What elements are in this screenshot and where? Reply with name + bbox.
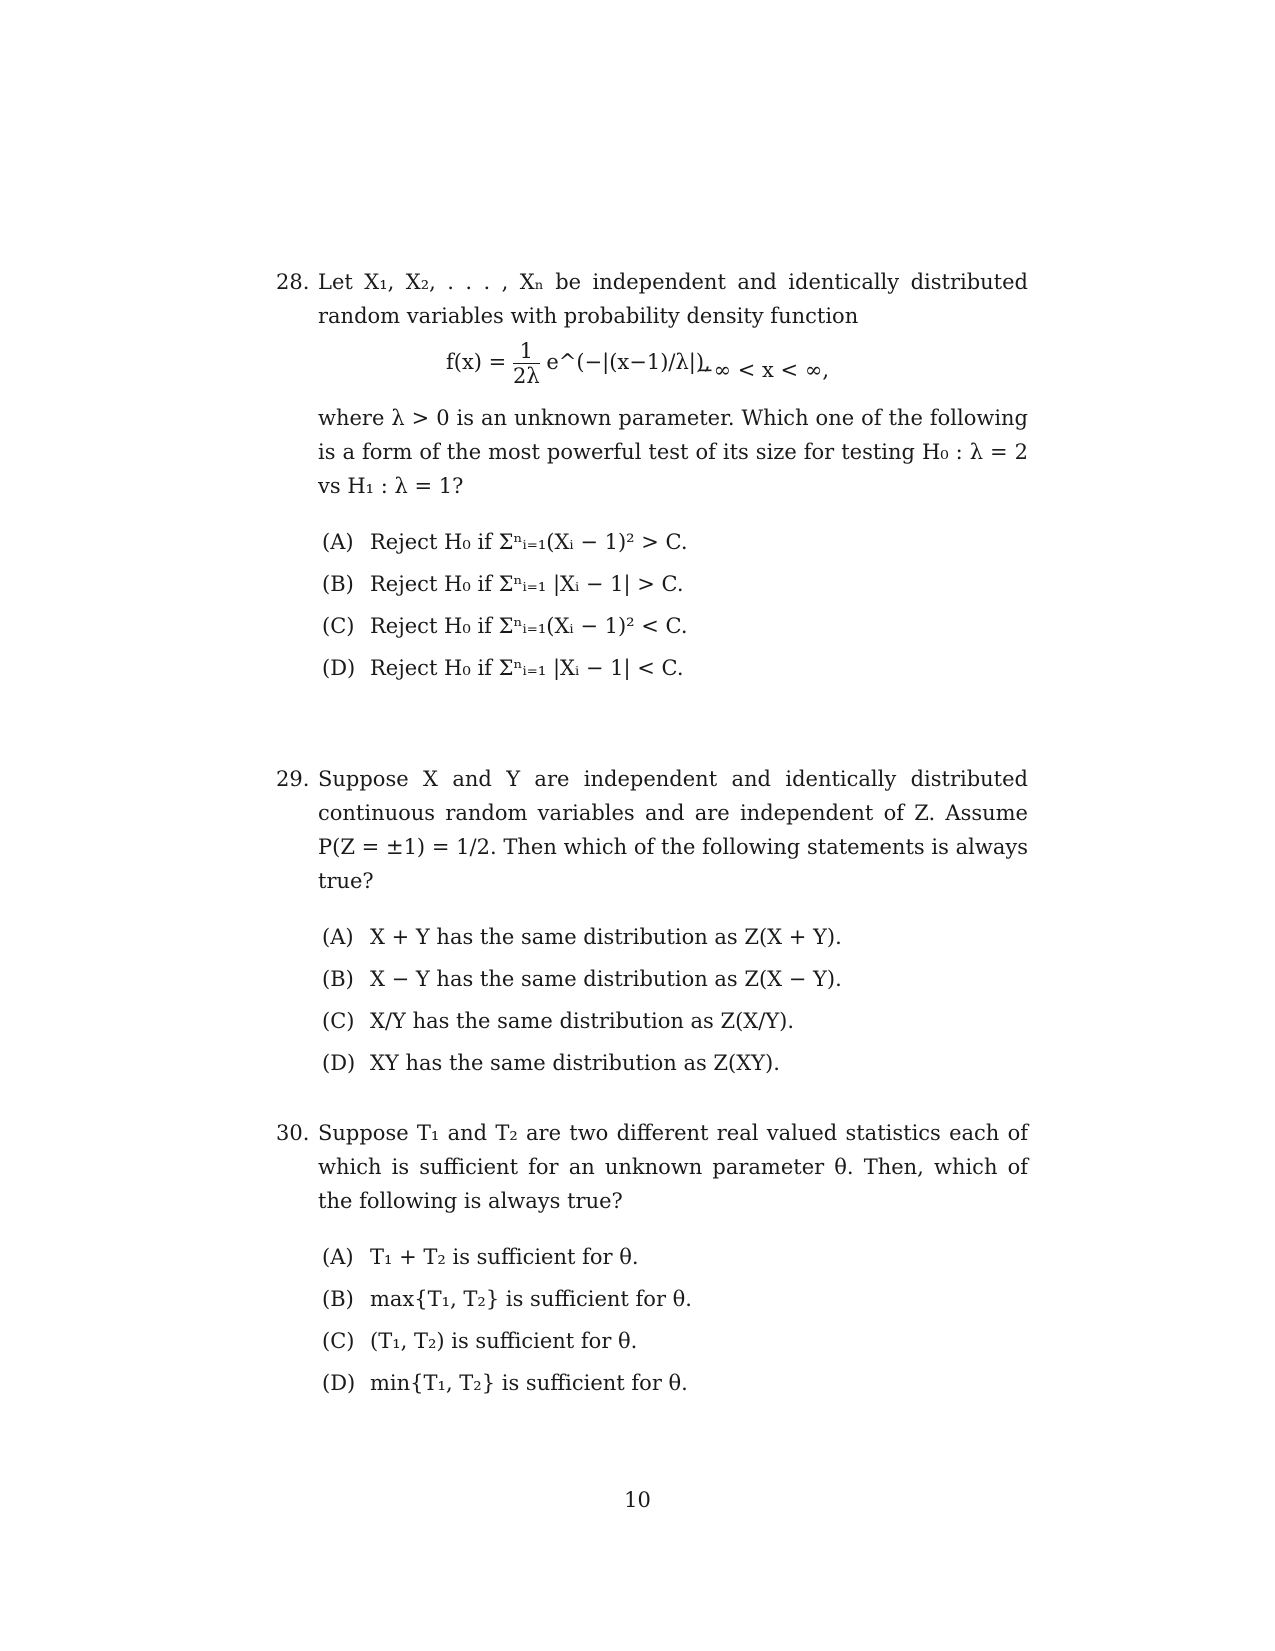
question-text: Let X₁, X₂, . . . , Xₙ be independent and identically distributed random variables with probability density function <box>318 270 1028 328</box>
option-b[interactable] <box>322 1278 1028 1320</box>
options-list <box>322 521 1028 689</box>
option-label: (B) <box>322 967 354 991</box>
question-text: Suppose T₁ and T₂ are two different real valued statistics each of which is sufficient for an unknown parameter θ. Then, which of the following is always true? <box>318 1121 1028 1213</box>
option-c[interactable] <box>322 1000 1028 1042</box>
option-text: Reject H₀ if Σⁿᵢ₌₁ |Xᵢ − 1| > C. <box>370 572 684 596</box>
option-label: (C) <box>322 1009 355 1033</box>
option-label: (B) <box>322 1287 354 1311</box>
option-text: XY has the same distribution as Z(XY). <box>370 1051 780 1075</box>
option-label: (A) <box>322 925 354 949</box>
question-number: 28. <box>276 270 310 294</box>
option-b[interactable] <box>322 563 1028 605</box>
option-a[interactable] <box>322 1236 1028 1278</box>
pdf-formula <box>446 339 711 388</box>
option-d[interactable] <box>322 1362 1028 1404</box>
option-label: (C) <box>322 614 355 638</box>
option-text: (T₁, T₂) is sufficient for θ. <box>370 1329 638 1353</box>
question-number: 29. <box>276 767 310 791</box>
formula-denominator: 2λ <box>512 364 540 388</box>
option-text: min{T₁, T₂} is sufficient for θ. <box>370 1371 688 1395</box>
option-text: X + Y has the same distribution as Z(X + Y). <box>370 925 842 949</box>
option-b[interactable] <box>322 958 1028 1000</box>
options-list <box>322 916 1028 1084</box>
option-label: (A) <box>322 530 354 554</box>
option-text: Reject H₀ if Σⁿᵢ₌₁(Xᵢ − 1)² > C. <box>370 530 688 554</box>
option-label: (A) <box>322 1245 354 1269</box>
option-c[interactable] <box>322 605 1028 647</box>
question-text-continued: where λ > 0 is an unknown parameter. Which one of the following is a form of the most powerful test of its size for testing H₀ : λ = 2 vs H₁ : λ = 1? <box>318 406 1028 498</box>
option-label: (D) <box>322 1371 356 1395</box>
question-number: 30. <box>276 1121 310 1145</box>
option-label: (B) <box>322 572 354 596</box>
option-a[interactable] <box>322 916 1028 958</box>
formula-block <box>276 333 1028 401</box>
option-c[interactable] <box>322 1320 1028 1362</box>
formula-lhs: f(x) = <box>446 350 507 374</box>
formula-domain: −∞ < x < ∞, <box>696 358 829 382</box>
option-text: Reject H₀ if Σⁿᵢ₌₁ |Xᵢ − 1| < C. <box>370 656 684 680</box>
formula-exponential: e^(−|(x−1)/λ|), <box>546 350 711 374</box>
question-30 <box>276 1116 1028 1404</box>
option-text: X − Y has the same distribution as Z(X − Y). <box>370 967 842 991</box>
option-a[interactable] <box>322 521 1028 563</box>
option-text: T₁ + T₂ is sufficient for θ. <box>370 1245 639 1269</box>
option-d[interactable] <box>322 647 1028 689</box>
option-text: Reject H₀ if Σⁿᵢ₌₁(Xᵢ − 1)² < C. <box>370 614 688 638</box>
question-28 <box>276 265 1028 689</box>
question-29 <box>276 762 1028 1084</box>
formula-numerator: 1 <box>513 339 540 364</box>
options-list <box>322 1236 1028 1404</box>
option-d[interactable] <box>322 1042 1028 1084</box>
option-text: X/Y has the same distribution as Z(X/Y). <box>370 1009 795 1033</box>
question-text: Suppose X and Y are independent and identically distributed continuous random variables and are independent of Z. Assume P(Z = ±1) = 1/2. Then which of the following statements is always true? <box>318 767 1028 893</box>
option-label: (D) <box>322 656 356 680</box>
page-number: 10 <box>624 1488 651 1512</box>
option-label: (D) <box>322 1051 356 1075</box>
option-label: (C) <box>322 1329 355 1353</box>
option-text: max{T₁, T₂} is sufficient for θ. <box>370 1287 692 1311</box>
formula-fraction <box>513 339 540 388</box>
